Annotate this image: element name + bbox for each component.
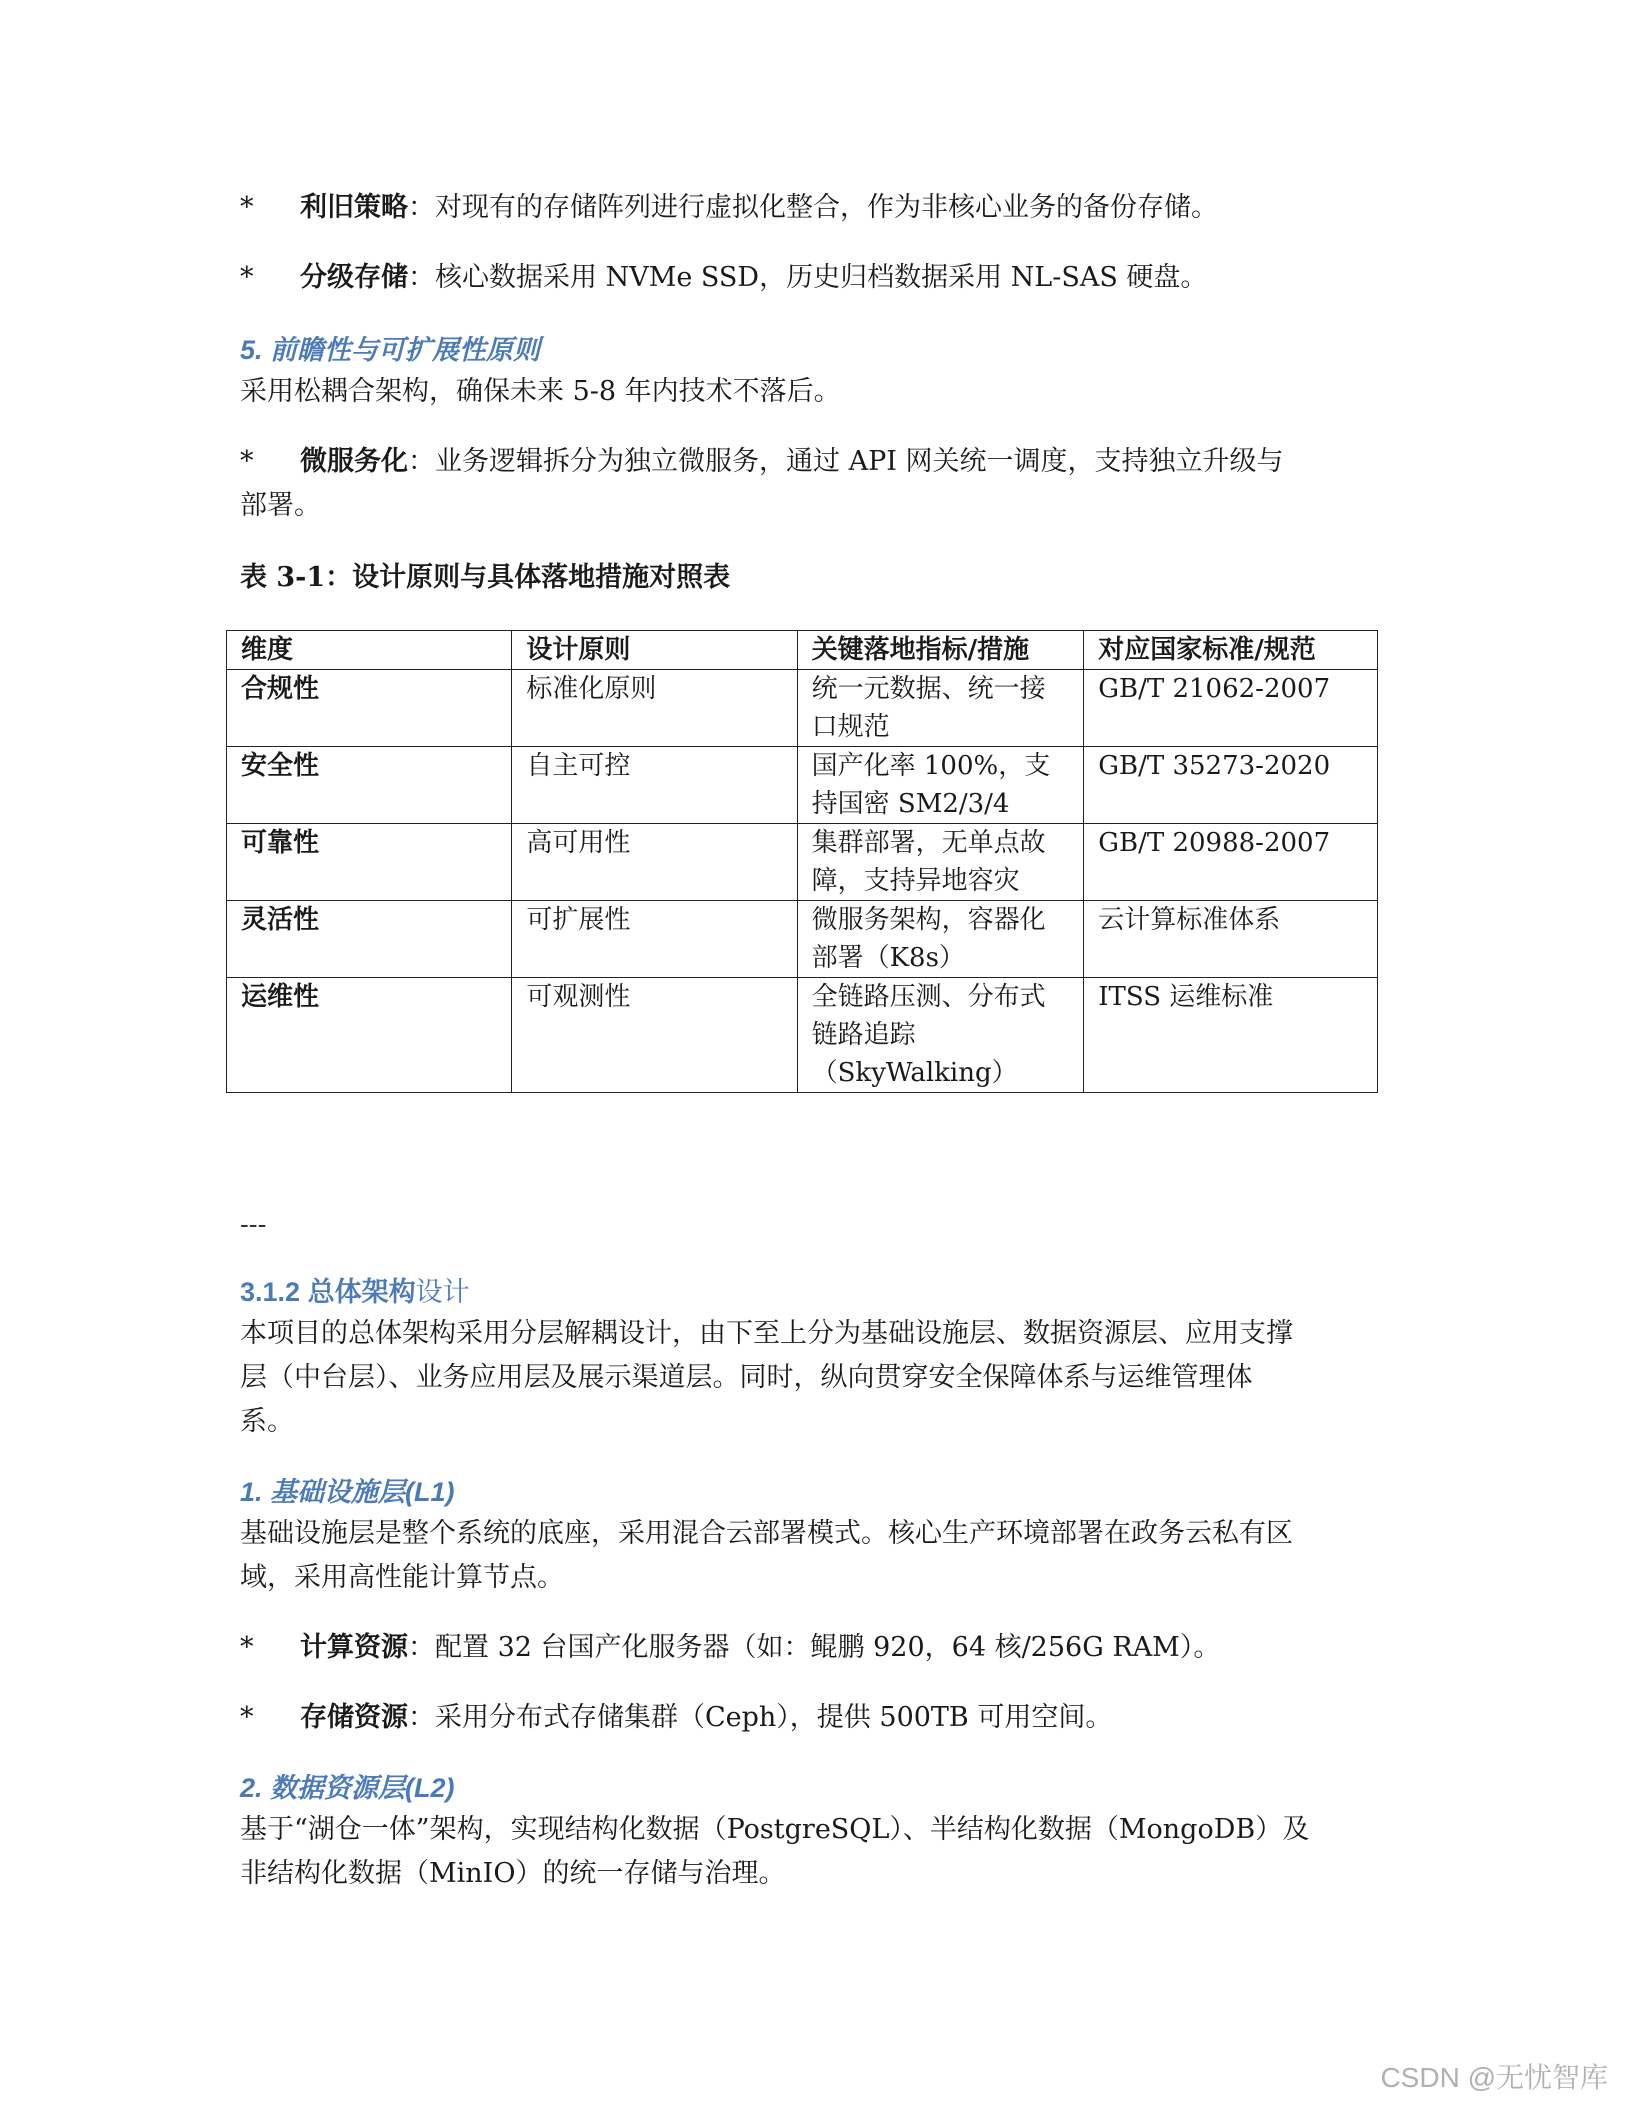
table-cell: GB/T 35273-2020 — [1084, 747, 1378, 824]
paragraph-line: 基础设施层是整个系统的底座，采用混合云部署模式。核心生产环境部署在政务云私有区 — [240, 1518, 1293, 1549]
bullet-text: ：核心数据采用 NVMe SSD，历史归档数据采用 NL-SAS 硬盘。 — [408, 262, 1208, 293]
table-cell: 可扩展性 — [512, 901, 797, 978]
table-cell: 标准化原则 — [512, 670, 797, 747]
bullet-term: 微服务化 — [300, 446, 408, 477]
paragraph-line: 系。 — [240, 1406, 294, 1437]
bullet-text: ：业务逻辑拆分为独立微服务，通过 API 网关统一调度，支持独立升级与 — [408, 446, 1284, 477]
table-cell: 高可用性 — [512, 824, 797, 901]
bullet-marker: * — [240, 446, 254, 477]
table-cell: 合规性 — [227, 670, 512, 747]
section-heading-data-resources: 2. 数据资源层(L2) — [240, 1773, 455, 1803]
table-cell: 国产化率 100%，支持国密 SM2/3/4 — [797, 747, 1084, 824]
table-cell: ITSS 运维标准 — [1084, 978, 1378, 1093]
paragraph-line: 基于“湖仓一体”架构，实现结构化数据（PostgreSQL）、半结构化数据（MongoDB）及 — [240, 1814, 1310, 1845]
bullet-term: 计算资源 — [300, 1632, 408, 1663]
table-cell: 云计算标准体系 — [1084, 901, 1378, 978]
table-cell: 灵活性 — [227, 901, 512, 978]
heading-text: 设计 — [415, 1277, 470, 1307]
table-cell: 安全性 — [227, 747, 512, 824]
table-cell: 全链路压测、分布式链路追踪（SkyWalking） — [797, 978, 1084, 1093]
principles-table — [226, 630, 1378, 1093]
heading-bold-text: 总体架构 — [307, 1277, 416, 1307]
section-heading-infrastructure: 1. 基础设施层(L1) — [240, 1477, 455, 1507]
table-cell: 统一元数据、统一接口规范 — [797, 670, 1084, 747]
bullet-microservices — [240, 440, 1284, 484]
table-caption: 表 3-1：设计原则与具体落地措施对照表 — [240, 562, 731, 593]
table-row — [227, 901, 1378, 978]
watermark: CSDN @无忧智库 — [1380, 2062, 1608, 2093]
bullet-tiered-storage — [240, 256, 1207, 300]
table-row — [227, 747, 1378, 824]
paragraph-line: 非结构化数据（MinIO）的统一存储与治理。 — [240, 1858, 786, 1889]
table-header-cell: 设计原则 — [512, 631, 797, 670]
paragraph-line: 层（中台层）、业务应用层及展示渠道层。同时，纵向贯穿安全保障体系与运维管理体 — [240, 1362, 1253, 1393]
table-header-cell: 对应国家标准/规范 — [1084, 631, 1378, 670]
table-cell: GB/T 21062-2007 — [1084, 670, 1378, 747]
section-heading-overall-architecture — [240, 1272, 470, 1312]
table-header-cell: 维度 — [227, 631, 512, 670]
separator: --- — [240, 1210, 267, 1240]
table-row — [227, 978, 1378, 1093]
bullet-text: ：采用分布式存储集群（Ceph），提供 500TB 可用空间。 — [408, 1702, 1113, 1733]
bullet-reuse-strategy — [240, 186, 1218, 230]
bullet-term: 利旧策略 — [300, 192, 408, 223]
bullet-marker: * — [240, 192, 254, 223]
table-cell: 可靠性 — [227, 824, 512, 901]
bullet-marker: * — [240, 1632, 254, 1663]
section-heading-forward-looking: 5. 前瞻性与可扩展性原则 — [240, 335, 541, 365]
table-cell: 微服务架构，容器化部署（K8s） — [797, 901, 1084, 978]
table-row — [227, 670, 1378, 747]
bullet-storage — [240, 1696, 1112, 1740]
table-header-cell: 关键落地指标/措施 — [797, 631, 1084, 670]
table-cell: 运维性 — [227, 978, 512, 1093]
heading-number: 3.1.2 — [240, 1277, 301, 1307]
paragraph-line: 域，采用高性能计算节点。 — [240, 1562, 564, 1593]
table-header-row — [227, 631, 1378, 670]
bullet-compute — [240, 1626, 1220, 1670]
bullet-term: 分级存储 — [300, 262, 408, 293]
table-cell: 自主可控 — [512, 747, 797, 824]
bullet-continuation: 部署。 — [240, 490, 321, 521]
table-cell: GB/T 20988-2007 — [1084, 824, 1378, 901]
table-cell: 集群部署，无单点故障，支持异地容灾 — [797, 824, 1084, 901]
bullet-term: 存储资源 — [300, 1702, 408, 1733]
bullet-text: ：配置 32 台国产化服务器（如：鲲鹏 920，64 核/256G RAM）。 — [408, 1632, 1221, 1663]
table-row — [227, 824, 1378, 901]
paragraph-line: 本项目的总体架构采用分层解耦设计，由下至上分为基础设施层、数据资源层、应用支撑 — [240, 1318, 1293, 1349]
bullet-text: ：对现有的存储阵列进行虚拟化整合，作为非核心业务的备份存储。 — [408, 192, 1218, 223]
bullet-marker: * — [240, 262, 254, 293]
table-cell: 可观测性 — [512, 978, 797, 1093]
section-intro: 采用松耦合架构，确保未来 5-8 年内技术不落后。 — [240, 376, 841, 407]
bullet-marker: * — [240, 1702, 254, 1733]
